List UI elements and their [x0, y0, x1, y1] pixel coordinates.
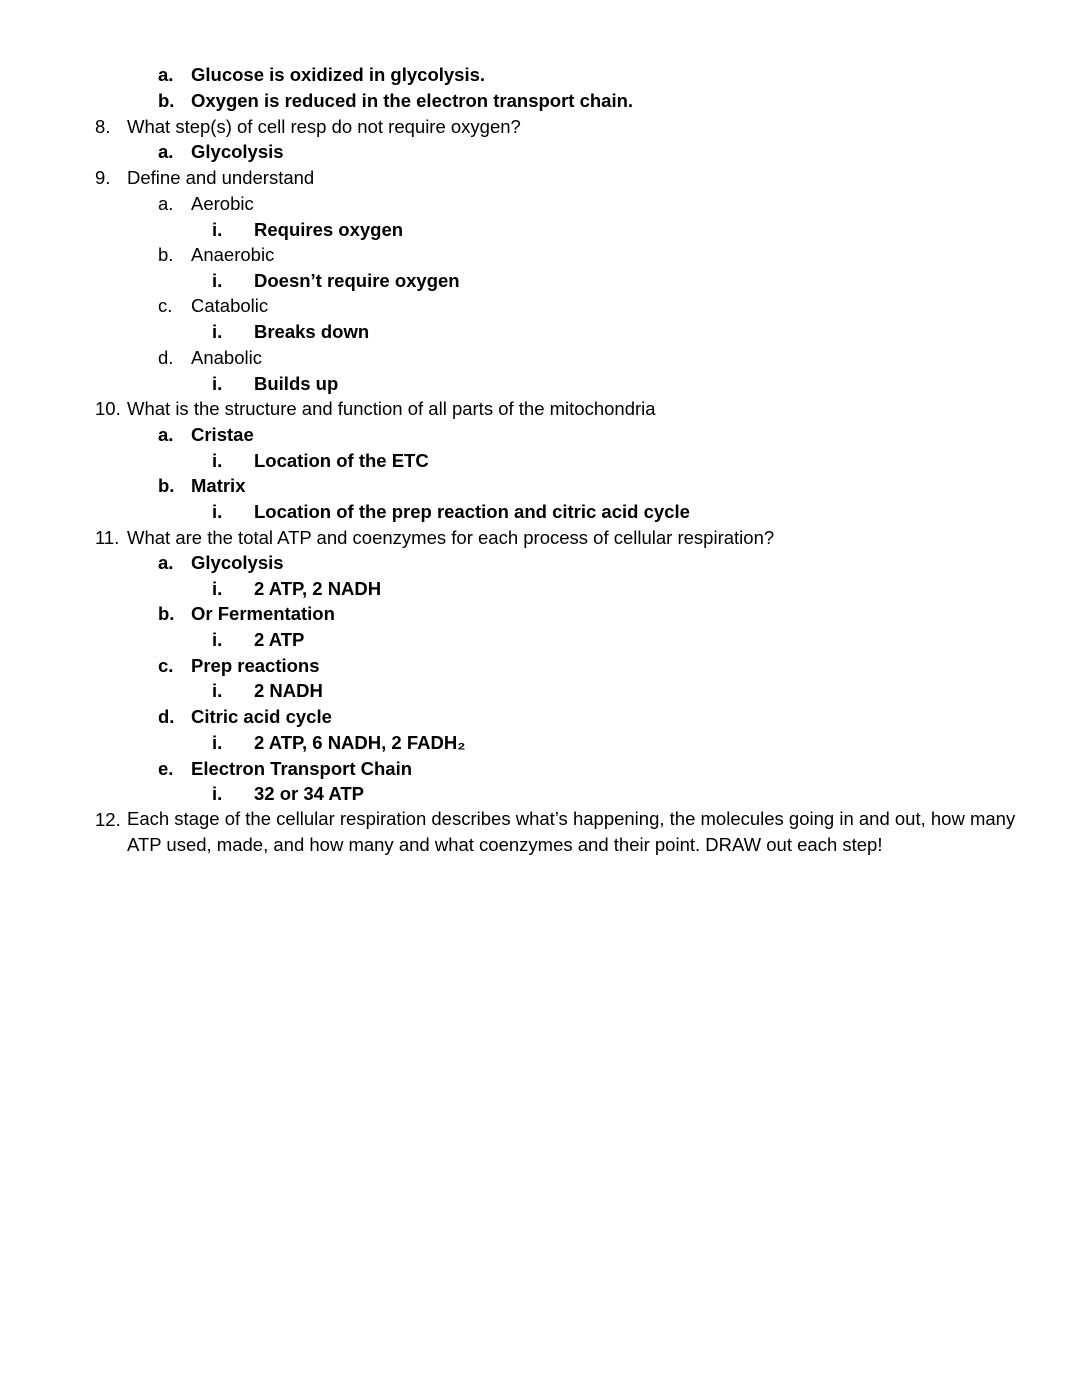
- term-text: Anabolic: [191, 347, 262, 368]
- list-marker: a.: [158, 141, 174, 162]
- list-marker: d.: [158, 347, 174, 368]
- list-marker: b.: [158, 603, 175, 624]
- question-text: Define and understand: [127, 167, 315, 188]
- list-marker: b.: [158, 475, 175, 496]
- list-marker: i.: [212, 321, 223, 342]
- list-marker: c.: [158, 655, 174, 676]
- question-text: What step(s) of cell resp do not require oxygen?: [127, 116, 521, 137]
- list-marker: d.: [158, 706, 175, 727]
- list-marker: a.: [158, 193, 174, 214]
- term-text: Aerobic: [191, 193, 254, 214]
- list-marker: i.: [212, 270, 223, 291]
- list-marker: a.: [158, 424, 174, 445]
- definition-text: 32 or 34 ATP: [254, 783, 365, 804]
- question-number: 9.: [95, 167, 111, 188]
- answer-text: Prep reactions: [191, 655, 320, 676]
- answer-text: Or Fermentation: [191, 603, 335, 624]
- answer-text: Glycolysis: [191, 552, 284, 573]
- list-marker: a.: [158, 552, 174, 573]
- question-number: 10.: [95, 398, 121, 419]
- question-text: What are the total ATP and coenzymes for each process of cellular respiration?: [127, 527, 775, 548]
- list-marker: c.: [158, 295, 173, 316]
- question-text: What is the structure and function of all parts of the mitochondria: [127, 398, 656, 419]
- definition-text: Requires oxygen: [254, 219, 404, 240]
- list-marker: a.: [158, 64, 174, 85]
- definition-text: 2 ATP, 6 NADH, 2 FADH₂: [254, 732, 466, 753]
- answer-text: Cristae: [191, 424, 254, 445]
- answer-text: Oxygen is reduced in the electron transport chain.: [191, 90, 634, 111]
- list-marker: i.: [212, 501, 223, 522]
- list-marker: i.: [212, 373, 223, 394]
- definition-text: Location of the ETC: [254, 450, 429, 471]
- list-marker: i.: [212, 219, 223, 240]
- answer-text: Electron Transport Chain: [191, 758, 413, 779]
- term-text: Catabolic: [191, 295, 269, 316]
- answer-text: Glucose is oxidized in glycolysis.: [191, 64, 486, 85]
- question-text: Each stage of the cellular respiration describes what’s happening, the molecules going in and out, how many ATP used, made, and how many and what coenzymes and their point. DRAW out each step!: [127, 808, 1016, 855]
- definition-text: Breaks down: [254, 321, 370, 342]
- answer-text: Matrix: [191, 475, 246, 496]
- definition-text: Location of the prep reaction and citric acid cycle: [254, 501, 690, 522]
- list-marker: i.: [212, 629, 223, 650]
- answer-text: Glycolysis: [191, 141, 284, 162]
- list-marker: e.: [158, 758, 174, 779]
- list-marker: i.: [212, 783, 223, 804]
- list-marker: i.: [212, 732, 223, 753]
- question-number: 8.: [95, 116, 111, 137]
- list-marker: i.: [212, 578, 223, 599]
- definition-text: Builds up: [254, 373, 339, 394]
- definition-text: 2 NADH: [254, 680, 323, 701]
- definition-text: 2 ATP: [254, 629, 305, 650]
- definition-text: Doesn’t require oxygen: [254, 270, 460, 291]
- answer-text: Citric acid cycle: [191, 706, 332, 727]
- list-marker: b.: [158, 244, 174, 265]
- list-marker: i.: [212, 680, 223, 701]
- term-text: Anaerobic: [191, 244, 275, 265]
- question-number: 12.: [95, 809, 121, 830]
- question-number: 11.: [95, 527, 120, 548]
- list-marker: i.: [212, 450, 223, 471]
- definition-text: 2 ATP, 2 NADH: [254, 578, 382, 599]
- list-marker: b.: [158, 90, 175, 111]
